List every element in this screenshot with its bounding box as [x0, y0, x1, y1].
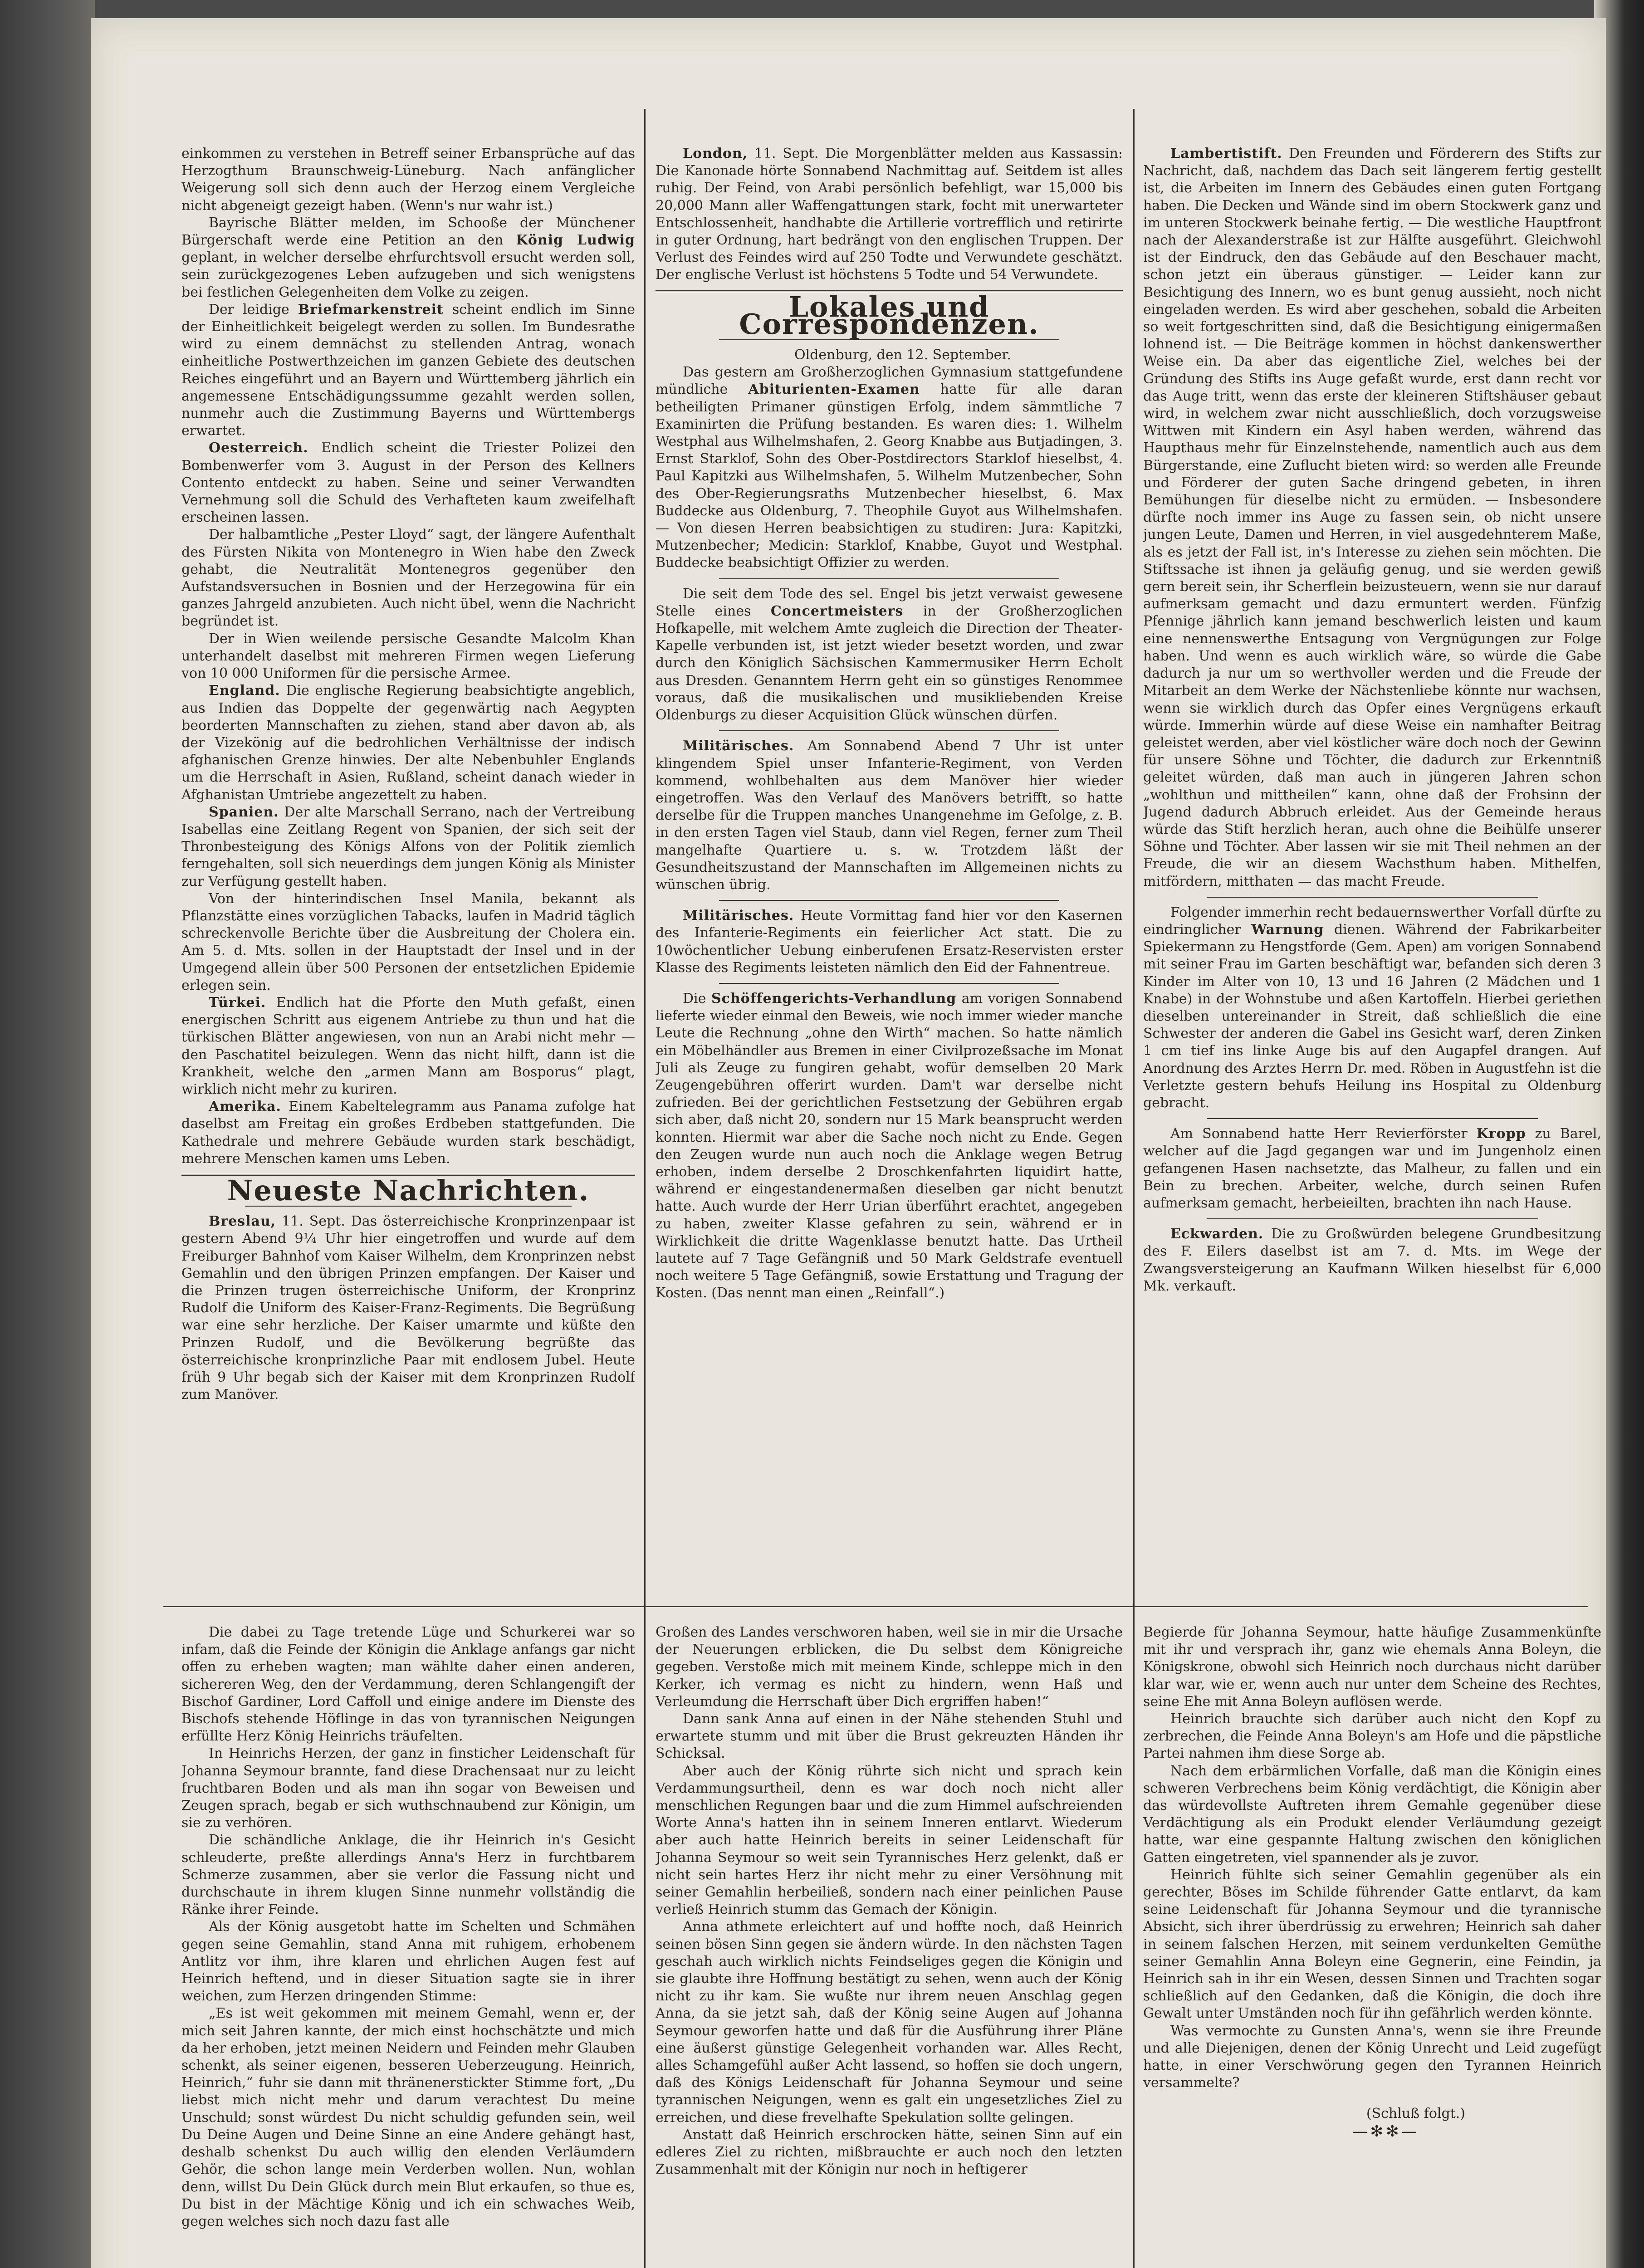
article-paragraph: einkommen zu verstehen in Betreff seiner Erbansprüche auf das Herzogthum Braunschweig-Lüneburg. Nach anfänglicher Weigerung soll sich denn auch der Herzog einem Vergleiche nicht abgeneigt gezeigt haben. (Wenn's nur wahr ist.)	[181, 146, 635, 214]
article-rule	[1207, 1218, 1538, 1219]
serial-column-2	[656, 1624, 1123, 2268]
column-rule	[644, 109, 646, 1642]
column-rule	[644, 1615, 646, 2268]
serial-paragraph: Die dabei zu Tage tretende Lüge und Schurkerei war so infam, daß die Feinde der Königin die Anklage anfangs gar nicht offen zu erheben wagten; man wählte daher einen anderen, sichereren Weg, den der Verdammung, deren Schlangengift der Bischof Gardiner, Lord Caffoll und einige andere im Dienste des Bischofs stehende Höflinge in das von tyrannischen Neigungen erfüllte Herz König Heinrichs träufelten.	[181, 1624, 635, 1745]
column-rule	[1133, 109, 1135, 1642]
keyword: Warnung	[1251, 921, 1324, 938]
section-heading-news: Neueste Nachrichten.	[227, 1173, 590, 1207]
upper-column-1	[181, 145, 635, 1601]
serial-paragraph: Anna athmete erleichtert auf und hoffte noch, daß Heinrich seinen bösen Sinn gegen sie ändern würde. In den nächsten Tagen geschah auch wirklich nichts Feindseliges gegen die Königin und sie glaubte ihre Hoffnung bestätigt zu sehen, wenn auch der König nicht zu ihr kam. Sie wußte nur ihrem neuen Anschlag gegen Anna, da sie jetzt sah, daß der König seine Augen auf Johanna Seymour geworfen hatte und daß für die Ausführung ihrer Pläne eine äußerst günstige Gelegenheit vorhanden war. Alles Recht, alles Schamgefühl außer Acht lassend, so hoffen sie doch ungern, daß des Königs Leidenschaft für Johanna Seymour und seine tyrannischen Neigungen, wenn es galt ein ungesetzliches Ziel zu erreichen, und diese frevelhafte Spekulation sollte gelingen.	[656, 1919, 1123, 2126]
keyword: England.	[209, 683, 280, 699]
keyword: Oesterreich.	[209, 440, 308, 456]
article-paragraph: Spanien. Der alte Marschall Serrano, nach der Vertreibung Isabellas eine Zeitlang Regent von Spanien, der sich seit der Thronbesteigung des Königs Alfons von der Politik ziemlich ferngehalten, soll sich neuerdings dem jungen König als Minister zur Verfügung gestellt haben.	[181, 804, 635, 890]
keyword: Briefmarkenstreit	[298, 301, 444, 318]
article-rule	[1207, 897, 1538, 898]
article-rule	[719, 900, 1059, 901]
serial-paragraph: „Es ist weit gekommen mit meinem Gemahl, wenn er, der mich seit Jahren kannte, der mich einst hochschätzte und mich da her erhoben, jetzt meinen Neidern und Feinden mehr Glauben schenkt, als seiner eigenen, besseren Ueberzeugung. Heinrich, Heinrich,“ fuhr sie dann mit thränenerstickter Stimme fort, „Du liebst mich nicht mehr und darum verachtest Du meine Unschuld; sonst würdest Du nicht schuldig gefunden sein, weil Du Deine Augen und Deine Sinne an eine Andere gehängt hast, deshalb schenkst Du auch willig den elenden Verläumdern Gehör, die schon lange mein Verderben wollen. Nun, wohlan denn, willst Du Dein Glück durch mein Blut erkaufen, so thue es, Du bist in der Mächtige König und ich ein schwaches Weib, gegen welches sich noch dazu fast alle	[181, 2005, 635, 2229]
keyword: Lambertistift.	[1170, 146, 1282, 161]
column-rule	[1133, 1615, 1135, 2268]
article-paragraph: Der leidige Briefmarkenstreit scheint endlich im Sinne der Einheitlichkeit beigelegt werden zu sollen. Im Bundesrathe wird zu einem demnächst zu stellenden Antrag, wonach einheitliche Postwerthzeichen im ganzen Gebiete des deutschen Reiches eingeführt und an Bayern und Württemberg jährlich ein angemessene Entschädigungssumme gezahlt werden sollen, nunmehr auch die Zustimmung Bayerns und Württembergs erwartet.	[181, 301, 635, 439]
article-paragraph: Militärisches. Heute Vormittag fand hier vor den Kasernen des Infanterie-Regiments ein feierlicher Act statt. Die zu 10wöchentlicher Uebung einberufenen Ersatz-Reservisten erster Klasse des Regiments leisteten nämlich den Eid der Fahnentreue.	[656, 908, 1123, 976]
serial-paragraph: In Heinrichs Herzen, der ganz in finsticher Leidenschaft für Johanna Seymour brannte, fand diese Drachensaat nur zu leicht fruchtbaren Boden und als man ihn sogar von Beweisen und Zeugen sprach, begab er sich wuthschnaubend zur Königin, um sie zu verhören.	[181, 1745, 635, 1831]
newspaper-page	[91, 18, 1606, 2268]
keyword: Concertmeisters	[770, 603, 904, 619]
keyword: Abiturienten-Examen	[748, 381, 920, 398]
article-paragraph: Breslau, 11. Sept. Das österreichische Kronprinzenpaar ist gestern Abend 9¼ Uhr hier eingetroffen und wurde auf dem Freiburger Bahnhof vom Kaiser Wilhelm, dem Kronprinzen nebst Gemahlin und den übrigen Prinzen empfangen. Der Kaiser und die Prinzen trugen österreichische Uniform, der Kronprinz Rudolf die Uniform des Kaiser-Franz-Regiments. Die Begrüßung war eine sehr herzliche. Der Kaiser umarmte und küßte den Prinzen Rudolf, und die Bevölkerung begrüßte das österreichische kronprinzliche Paar mit endlosem Jubel. Heute früh 9 Uhr begab sich der Kaiser mit dem Kronprinzen Rudolf zum Manöver.	[181, 1213, 635, 1403]
article-paragraph: Am Sonnabend hatte Herr Revierförster Kropp zu Barel, welcher auf die Jagd gegangen war und im Jungenholz einen gefangenen Hasen nachsetzte, das Malheur, zu fallen und ein Bein zu brechen. Arbeiter, welche, durch seinen Rufen aufmerksam gemacht, herbeieilten, brachten ihn nach Hause.	[1143, 1126, 1601, 1211]
serial-paragraph: Als der König ausgetobt hatte im Schelten und Schmähen gegen seine Gemahlin, stand Anna mit ruhigem, erhobenem Antlitz vor ihm, ihre klaren und ehrlichen Augen fest auf Heinrich heftend, und in dieser Situation sagte sie in ihrer weichen, zum Herzen dringenden Stimme:	[181, 1919, 635, 2004]
serial-paragraph: Was vermochte zu Gunsten Anna's, wenn sie ihre Freunde und alle Diejenigen, denen der König Unrecht und Leid zugefügt hatte, in einer Verschwörung gegen den Tyrannen Heinrich versammelte?	[1143, 2023, 1601, 2091]
keyword: König Ludwig	[516, 232, 635, 249]
keyword: Amerika.	[209, 1099, 281, 1115]
serial-paragraph: Begierde für Johanna Seymour, hatte häufige Zusammenkünfte mit ihr und versprach ihr, ganz wie ehemals Anna Boleyn, die Königskrone, obwohl sich Heinrich noch durchaus nicht darüber klar war, wie er, wenn auch nur unter dem Scheine des Rechtes, seine Ehe mit Anna Boleyn auflösen werde.	[1143, 1624, 1601, 1710]
article-paragraph: Eckwarden. Die zu Großwürden belegene Grundbesitzung des F. Eilers daselbst ist am 7. d. Mts. im Wege der Zwangsversteigerung an Kaufmann Wilken hieselbst für 6,000 Mk. verkauft.	[1143, 1226, 1601, 1294]
article-paragraph: London, 11. Sept. Die Morgenblätter melden aus Kassassin: Die Kanonade hörte Sonnabend Nachmittag auf. Seitdem ist alles ruhig. Der Feind, von Arabi persönlich befehligt, war 15,000 bis 20,000 Mann aller Waffengattungen stark, focht mit unerwarteter Entschlossenheit, handhabte die Artillerie vortrefflich und retirirte in guter Ordnung, hart bedrängt von den englischen Truppen. Der Verlust des Feindes wird auf 250 Todte und Verwundete geschätzt. Der englische Verlust ist höchstens 5 Todte und 54 Verwundete.	[656, 146, 1123, 283]
article-rule	[1207, 1118, 1538, 1119]
article-paragraph: England. Die englische Regierung beabsichtigte angeblich, aus Indien das Doppelte der gegenwärtig nach Aegypten beorderten Mannschaften zu ziehen, stand aber davon ab, als der Vizekönig auf die bedrohlichen Verhältnisse der indisch afghanischen Grenze hinwies. Der alte Nebenbuhler Englands um die Herrschaft in Asien, Rußland, scheint danach wieder in Afghanistan Umtriebe angezettelt zu haben.	[181, 683, 635, 803]
keyword: Spanien.	[209, 804, 279, 820]
serial-paragraph: Heinrich brauchte sich darüber auch nicht den Kopf zu zerbrechen, die Feinde Anna Boleyn's am Hofe und die päpstliche Partei nahmen ihm diese Sorge ab.	[1143, 1711, 1601, 1762]
article-rule	[719, 578, 1059, 579]
article-paragraph: Folgender immerhin recht bedauernswerther Vorfall dürfte zu eindringlicher Warnung dienen. Während der Fabrikarbeiter Spiekermann zu Hengstforde (Gem. Apen) am vorigen Sonnabend mit seiner Frau im Garten beschäftigt war, befanden sich deren 3 Kinder im Alter von 10, 13 und 16 Jahren (2 Mädchen und 1 Knabe) in der Wohnstube und aßen Kartoffeln. Hierbei geriethen dieselben untereinander in Streit, daß schließlich die eine Schwester der anderen die Gabel ins Gesicht warf, deren Zinken 1 cm tief ins linke Auge bis auf den Augapfel drangen. Auf Anordnung des Arztes Herrn Dr. med. Röben in Augustfehn ist die Verletzte gestern behufs Heilung ins Hospital zu Oldenburg gebracht.	[1143, 904, 1601, 1111]
article-paragraph: Militärisches. Am Sonnabend Abend 7 Uhr ist unter klingendem Spiel unser Infanterie-Regiment, von Verden kommend, wohlbehalten aus dem Manöver hier wieder eingetroffen. Was den Verlauf des Manövers betrifft, so hatte derselbe für die Truppen manches Unangenehme im Gefolge, z. B. in den ersten Tagen viel Staub, dann viel Regen, ferner zum Theil mangelhafte Quartiere u. s. w. Trotzdem läßt der Gesundheitszustand der Mannschaften im Allgemeinen nichts zu wünschen übrig.	[656, 738, 1123, 893]
serial-paragraph: Nach dem erbärmlichen Vorfalle, daß man die Königin eines schweren Verbrechens beim König verdächtigt, die Königin aber das würdevollste Auftreten ihrem Gemahle gegenüber diese Verdächtigung als ein Produkt elender Verläumdung gezeigt hatte, war eine gespannte Haltung zwischen den königlichen Gatten eingetreten, viel spannender als je zuvor.	[1143, 1763, 1601, 1866]
serial-paragraph: Dann sank Anna auf einen in der Nähe stehenden Stuhl und erwartete stumm und mit über die Brust gekreuzten Händen ihr Schicksal.	[656, 1711, 1123, 1762]
article-paragraph: Die seit dem Tode des sel. Engel bis jetzt verwaist gewesene Stelle eines Concertmeisters in der Großherzoglichen Hofkapelle, mit welchem Amte zugleich die Direction der Theater-Kapelle verbunden ist, ist jetzt wieder besetzt worden, und zwar durch den Königlich Sächsischen Kammermusiker Herrn Echolt aus Dresden. Genanntem Herrn geht ein so günstiges Renommee voraus, daß die musikalischen und musikliebenden Kreise Oldenburgs zu dieser Acquisition Glück wünschen dürfen.	[656, 586, 1123, 723]
serial-paragraph: Die schändliche Anklage, die ihr Heinrich in's Gesicht schleuderte, preßte allerdings Anna's Herz in furchtbarem Schmerze zusammen, aber sie verlor die Fassung nicht und durchschaute in ihrem klugen Sinne nunmehr vollständig die Ränke ihrer Feinde.	[181, 1832, 635, 1918]
keyword: Eckwarden.	[1170, 1226, 1264, 1242]
article-paragraph: Oesterreich. Endlich scheint die Triester Polizei den Bombenwerfer vom 3. August in der Person des Kellners Contento entdeckt zu haben. Seine und seiner Verwandten Vernehmung soll die Schuld des Verhafteten kaum zweifelhaft erscheinen lassen.	[181, 440, 635, 526]
article-paragraph: Der halbamtliche „Pester Lloyd“ sagt, der längere Aufenthalt des Fürsten Nikita von Montenegro in Wien habe den Zweck gehabt, die Neutralität Montenegros gegenüber den Aufstandsversuchen in Bosnien und der Herzegowina für ein ganzes Jahrgeld anzubieten. Auch nicht übel, wenn die Nachricht begründet ist.	[181, 527, 635, 630]
keyword: London,	[683, 146, 748, 161]
scan-gutter-left	[0, 0, 95, 2268]
article-paragraph: Türkei. Endlich hat die Pforte den Muth gefaßt, einen energischen Schritt aus eigenem Antriebe zu thun und hat die türkischen Blätter angewiesen, von nun an Arabi nicht mehr — den Paschatitel beizulegen. Wenn das nicht hilft, dann ist die Krankheit, welche den „armen Mann am Bosporus“ plagt, wirklich nicht mehr zu kuriren.	[181, 994, 635, 1097]
section-divider	[163, 1606, 1588, 1607]
article-paragraph: Von der hinterindischen Insel Manila, bekannt als Pflanzstätte eines vorzüglichen Tabacks, laufen in Madrid täglich schreckenvolle Berichte über die Ausbreitung der Cholera ein. Am 5. d. Mts. sollen in der Hauptstadt der Insel und in der Umgegend allein über 500 Personen der entsetzlichen Epidemie erlegen sein.	[181, 890, 635, 993]
section-heading-local: Lokales und Correspondenzen.	[739, 290, 1039, 341]
article-rule	[719, 983, 1059, 984]
article-paragraph: Bayrische Blätter melden, im Schooße der Münchener Bürgerschaft werde eine Petition an den König Ludwig geplant, in welcher derselbe ehrfurchtsvoll ersucht werden soll, sein zurückgezogenes Leben aufzugeben und sich wenigstens bei festlichen Gelegenheiten dem Volke zu zeigen.	[181, 215, 635, 300]
keyword: Kropp	[1476, 1126, 1526, 1142]
serial-paragraph: Anstatt daß Heinrich erschrocken hätte, seinen Sinn auf ein edleres Ziel zu richten, mißbrauchte er auch noch den letzten Zusammenhalt mit der Königin nur noch in heftigerer	[656, 2126, 1123, 2178]
keyword: Türkei.	[209, 994, 266, 1011]
article-paragraph: Der in Wien weilende persische Gesandte Malcolm Khan unterhandelt daselbst mit mehreren Firmen wegen Lieferung von 10 000 Uniformen für die persische Armee.	[181, 631, 635, 682]
article-paragraph: Lambertistift. Den Freunden und Förderern des Stifts zur Nachricht, daß, nachdem das Dach seit längerem fertig gestellt ist, die Arbeiten im Innern des Gebäudes einen guten Fortgang haben. Die Decken und Wände sind im obern Stockwerk ganz und im unteren Stockwerk beinahe fertig. — Die westliche Hauptfront nach der Alexanderstraße ist zur Hälfte ausgeführt. Gleichwohl ist der Eindruck, den das Gebäude auf den Beschauer macht, schon jetzt ein überaus günstiger. — Leider kann zur Besichtigung des Innern, wo es bunt genug aussieht, noch nicht eingeladen werden. Es wird aber geschehen, sobald die Arbeiten so weit fortgeschritten sind, daß die Besichtigung einigermaßen lohnend ist. — Die Beiträge kommen in höchst dankenswerther Weise ein. Da aber das eigentliche Ziel, welches bei der Gründung des Stifts ins Auge gefaßt wurde, erst dann recht vor das Auge tritt, wenn das erste der kleineren Stiftshäuser gebaut wird, in welchem zwar nicht ausschließlich, doch vorzugsweise Wittwen mit Kindern ein Asyl haben werden, während das Haupthaus mehr für Einzelnstehende, namentlich auch aus dem Bürgerstande, eine Zuflucht bieten wird: so werden alle Freunde und Förderer der guten Sache dringend gebeten, in ihren Bemühungen für dieselbe nicht zu ermüden. — Insbesondere dürfte noch immer ins Auge zu fassen sein, ob nicht unsere jungen Leute, Damen und Herren, in viel ausgedehnterem Maße, als es jetzt der Fall ist, in's Interesse zu ziehen sein möchten. Die Stiftssache ist ihnen ja geläufig genug, und sie werden gewiß gern bereit sein, ihr Scherflein beizusteuern, wenn sie nur darauf aufmerksam gemacht und dazu ermuntert werden. Fünfzig Pfennige jährlich kann jemand beschwerlich leisten und kaum eine nennenswerthe Entsagung von Vergnügungen zur Folge haben. Und wenn es auch wirklich wäre, so würde die Gabe dadurch ja nur um so werthvoller werden und die Freude der Mitarbeit an dem Werke der Nächstenliebe könnte nur wachsen, wenn sie wirklich durch das Opfer eines Vergnügens erkauft würde. Immerhin würde auf diese Weise ein namhafter Beitrag geleistet werden, aber viel köstlicher wäre doch noch der Gewinn für unsere Söhne und Töchter, die dadurch zur Erkenntniß geleitet würden, daß man auch in jüngeren Jahren schon „wohlthun und mittheilen“ kann, ohne daß der Frohsinn der Jugend dadurch Abbruch erleidet. Aus der Gemeinde heraus würde das Stift herzlich heran, auch ohne die Beihülfe unserer Söhne und Töchter. Aber lassen wir sie mit Theil nehmen an der Freude, die wir an diesem Wachsthum haben. Mithelfen, mitfördern, mitthaten — das macht Freude.	[1143, 146, 1601, 890]
serial-column-1	[181, 1624, 635, 2268]
article-paragraph: Das gestern am Großherzoglichen Gymnasium stattgefundene mündliche Abiturienten-Examen hatte für alle daran betheiligten Primaner günstigen Erfolg, indem sämmtliche 7 Examinirten die Prüfung bestanden. Es waren dies: 1. Wilhelm Westphal aus Wilhelmshafen, 2. Georg Knabbe aus Butjadingen, 3. Ernst Starklof, Sohn des Ober-Postdirectors Starklof hieselbst, 4. Paul Kapitzki aus Wilhelmshafen, 5. Wilhelm Mutzenbecher, Sohn des Ober-Regierungsraths Mutzenbecher hieselbst, 6. Max Buddecke aus Oldenburg, 7. Theophile Guyot aus Wilhelmshafen. — Von diesen Herren beabsichtigen zu studiren: Jura: Kapitzki, Mutzenbecher; Medicin: Starklof, Knabbe, Guyot und Westphal. Buddecke beabsichtigt Offizier zu werden.	[656, 364, 1123, 571]
article-paragraph: Die Schöffengerichts-Verhandlung am vorigen Sonnabend lieferte wieder einmal den Beweis, wie noch immer wieder manche Leute die Rechnung „ohne den Wirth“ machen. So hatte nämlich ein Möbelhändler aus Bremen in einer Civilprozeßsache im Monat Juli als Zeuge zu fungiren gehabt, wofür demselben 20 Mark Zeugengebühren offerirt wurden. Dam't war derselbe nicht zufrieden. Bei der gerichtlichen Festsetzung der Gebühren ergab sich aber, daß nicht 20, sondern nur 15 Mark beansprucht werden konnten. Hiermit war aber die Sache noch nicht zu Ende. Gegen den Zeugen wurde nun auch noch die Anklage wegen Betrug erhoben, indem derselbe 2 Droschkenfahrten liquidirt hatte, während er eingestandenermaßen dieselben gar nicht benutzt hatte. Auch wurde der Herr Urian überführt erachtet, angegeben zu haben, zweiter Klasse gefahren zu sein, während er in Wirklichkeit die dritte Wagenklasse benutzt hatte. Das Urtheil lautete auf 7 Tage Gefängniß und 50 Mark Geldstrafe eventuell noch weitere 5 Tage Gefängniß, sowie Erstattung und Tragung der Kosten. (Das nennt man einen „Reinfall“.)	[656, 990, 1123, 1301]
article-paragraph: Amerika. Einem Kabeltelegramm aus Panama zufolge hat daselbst am Freitag ein großes Erdbeben stattgefunden. Die Kathedrale und mehrere Gebäude wurden stark beschädigt, mehrere Menschen kamen ums Leben.	[181, 1099, 635, 1167]
keyword: Militärisches.	[683, 738, 794, 754]
to-be-continued: (Schluß folgt.)	[1366, 2106, 1465, 2122]
keyword: Breslau,	[209, 1213, 276, 1230]
end-ornament: —✻✻—	[1352, 2122, 1420, 2141]
article-rule	[719, 730, 1059, 731]
dateline: Oldenburg, den 12. September.	[794, 347, 1011, 363]
keyword: Schöffengerichts-Verhandlung	[711, 990, 957, 1007]
serial-paragraph: Heinrich fühlte sich seiner Gemahlin gegenüber als ein gerechter, Böses im Schilde führender Gatte entlarvt, da kam seine Leidenschaft für Johanna Seymour und die tyrannische Absicht, sich ihrer überdrüssig zu erwehren; Heinrich sah daher in seinem falschen Herzen, mit seinem verdunkelten Gemüthe seiner Gemahlin Anna Boleyn eine Gegnerin, eine Feindin, ja Heinrich sah in ihr ein Wesen, dessen Sinnen und Trachten sogar schließlich auf den Gedanken, daß die Königin, die doch ihre Gewalt unter Umständen noch für ihn gefährlich werden könnte.	[1143, 1867, 1601, 2022]
upper-column-3	[1143, 145, 1601, 1601]
keyword: Militärisches.	[683, 908, 794, 924]
serial-column-3	[1143, 1624, 1601, 2268]
upper-column-2	[656, 145, 1123, 1601]
serial-paragraph: Großen des Landes verschworen haben, weil sie in mir die Ursache der Neuerungen erblicken, die Du selbst dem Königreiche gegeben. Verstoße mich mit meinem Kinde, schleppe mich in den Kerker, ich vermag es nicht zu hindern, wenn Haß und Verleumdung die Herrschaft über Dich ergriffen haben!“	[656, 1624, 1123, 1710]
serial-paragraph: Aber auch der König rührte sich nicht und sprach kein Verdammungsurtheil, denn es war doch noch nicht aller menschlichen Regungen baar und die zum Himmel aufschreienden Worte Anna's hatten ihn in seinem Inneren entlarvt. Wiederum aber auch hatte Heinrich bereits in seiner Leidenschaft für Johanna Seymour so weit sein Tyrannisches Herz gelenkt, daß er nicht sein hartes Herz ihr nicht mehr zu einer Versöhnung mit seiner Gemahlin herbeiließ, sondern nach einer peinlichen Pause verließ Heinrich stumm das Gemach der Königin.	[656, 1763, 1123, 1918]
